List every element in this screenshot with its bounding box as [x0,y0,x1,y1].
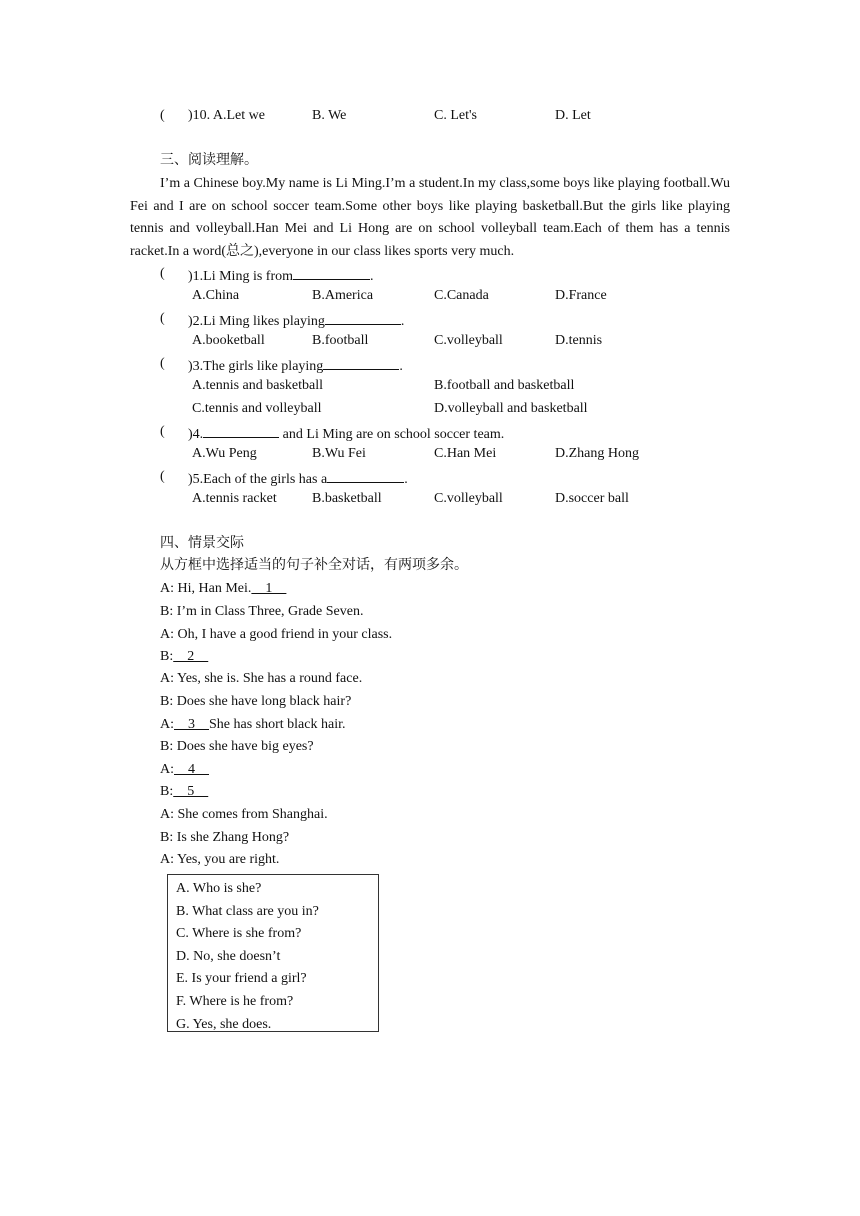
dialogue-line: B: Does she have long black hair? [160,694,352,709]
question-stem: )2.Li Ming likes playing . [188,310,404,331]
section-heading-dialogue: 四、情景交际 [160,536,244,551]
question-stem: )4. and Li Ming are on school soccer team. [188,423,504,444]
answer-blank [293,265,370,280]
option-a: A.China [192,288,240,303]
dialogue-blank: 5 [173,784,209,799]
dialogue-blank: 4 [174,762,209,777]
option-a: A.tennis and basketball [192,378,324,393]
question-stem: )1.Li Ming is from . [188,265,374,286]
box-option: C. Where is she from? [176,926,302,942]
answer-blank [323,355,399,370]
answer-paren: ( [160,311,165,326]
option-d: D.Zhang Hong [555,446,639,461]
option-b: B.football and basketball [434,378,575,393]
box-option: G. Yes, she does. [176,1016,272,1032]
option-a: A.booketball [192,333,265,348]
answer-paren: ( [160,469,165,484]
option-d: D.soccer ball [555,491,629,506]
option-b: B.Wu Fei [312,446,366,461]
dialogue-line: B: Does she have big eyes? [160,739,314,754]
option-b: B.America [312,288,374,303]
dialogue-line: A: Yes, you are right. [160,852,280,867]
box-option: E. Is your friend a girl? [176,971,307,987]
dialogue-line: A: Oh, I have a good friend in your class. [160,627,393,642]
option-c: C.tennis and volleyball [192,401,322,416]
question-stem: )5.Each of the girls has a . [188,468,408,489]
answer-paren: ( [160,424,165,439]
box-option: D. No, she doesn’t [176,948,281,964]
question-stem: )3.The girls like playing . [188,355,403,376]
option-c: C. Let's [434,108,477,123]
dialogue-line: B: 2 [160,649,209,664]
answer-paren: ( [160,108,165,123]
dialogue-line: A: Yes, she is. She has a round face. [160,671,363,686]
dialogue-line: A: Hi, Han Mei. 1 [160,581,287,596]
box-option: F. Where is he from? [176,993,294,1009]
dialogue-line: B: 5 [160,784,209,799]
option-d: D. Let [555,108,591,123]
option-c: C.volleyball [434,333,503,348]
dialogue-line: B: I’m in Class Three, Grade Seven. [160,604,364,619]
answer-blank [203,423,279,438]
answer-paren: ( [160,356,165,371]
option-b: B.basketball [312,491,382,506]
option-a: A.tennis racket [192,491,277,506]
option-d: D.France [555,288,607,303]
option-b: B.football [312,333,369,348]
option-d: D.volleyball and basketball [434,401,588,416]
dialogue-line: A: 3 She has short black hair. [160,717,346,732]
section-heading-reading: 三、阅读理解。 [160,153,258,168]
reading-passage: I’m a Chinese boy.My name is Li Ming.I’m a student.In my class,some boys like playing football.Wu Fei and I are on school soccer team.Some other boys like playing basketball.But the girls like playing tennis and volleyball.Han Mei and Li Hong are on school volleyball team.Each of them has a tennis racket.In a word(总之),everyone in our class likes sports very much. [130,176,730,259]
answer-blank [327,468,404,483]
dialogue-blank: 2 [173,649,209,664]
dialogue-blank: 3 [174,717,209,732]
dialogue-line: A: 4 [160,762,209,777]
option-c: C.Canada [434,288,489,303]
answer-blank [325,310,401,325]
dialogue-line: A: She comes from Shanghai. [160,807,328,822]
option-c: C.volleyball [434,491,503,506]
box-option: B. What class are you in? [176,903,319,919]
option-b: B. We [312,108,347,123]
options-box [167,874,379,1032]
question-stem: )10. A.Let we [188,108,265,123]
section-instruction: 从方框中选择适当的句子补全对话，有两项多余。 [160,558,468,573]
dialogue-line: B: Is she Zhang Hong? [160,830,290,845]
option-a: A.Wu Peng [192,446,257,461]
option-c: C.Han Mei [434,446,497,461]
answer-paren: ( [160,266,165,281]
box-option: A. Who is she? [176,881,262,896]
dialogue-blank: 1 [251,581,287,596]
option-d: D.tennis [555,333,603,348]
